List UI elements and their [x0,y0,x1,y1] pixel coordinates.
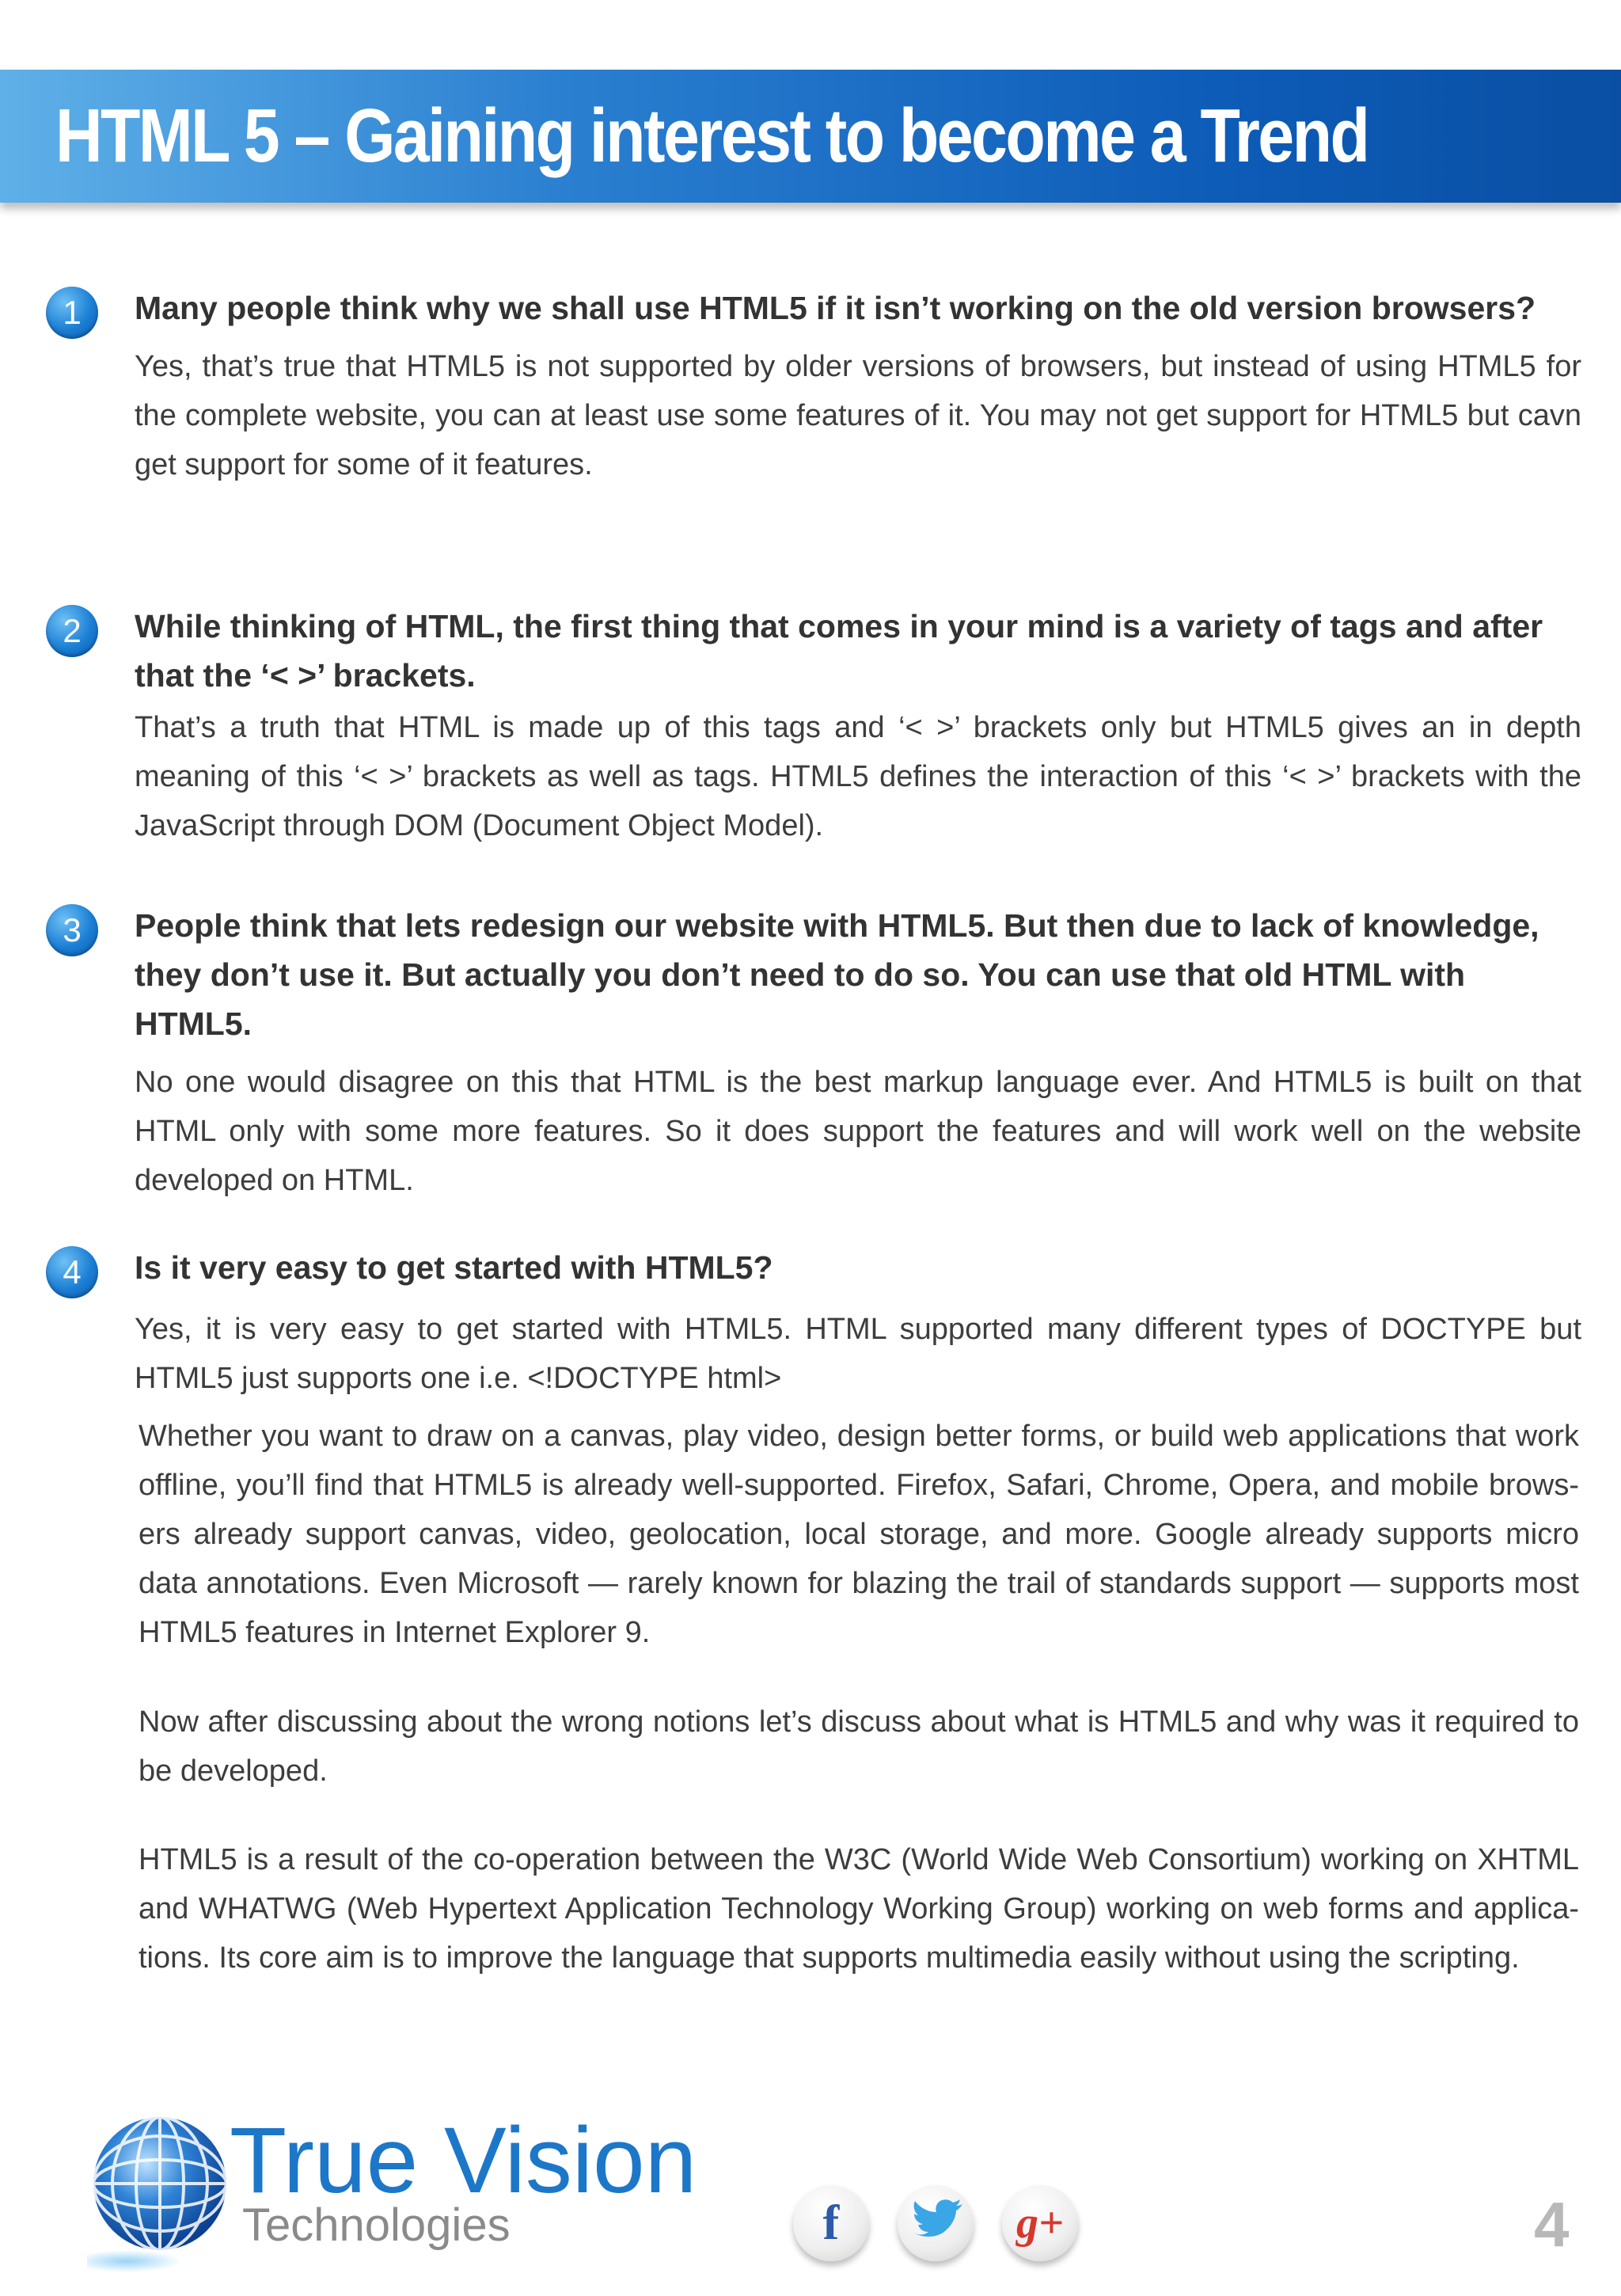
twitter-bird-icon [898,2185,974,2261]
section-answer: Yes, it is very easy to get started with HTML5. HTML supported many different types of DOCTYPE but HTML5 just supports one i.e. <!DOCTYPE html> [135,1313,1581,1395]
section-question: Is it very easy to get started with HTML5? [135,1249,773,1286]
header-banner [0,70,1621,203]
twitter-icon[interactable] [898,2185,974,2261]
body-paragraph: Whether you want to draw on a canvas, play video, design better forms, or build web applications that work offline, you’ll find that HTML5 is already well-supported. Firefox, Safari, Chrome, Opera, and mobile brows- ers already support canvas, video, geolocation, local storage, and more. Google already supports micro data annotations. Even Microsoft — rarely known for blazing the trail of standards support — supports most HTML5 features in Internet Explorer 9. [139,1420,1579,1649]
section-number-badge: 1 [46,287,98,339]
logo-wordmark: True Vision [230,2108,697,2213]
faq-section-2 [46,602,1581,850]
section-answer: Yes, that’s true that HTML5 is not supported by older versions of browsers, but instead of using HTML5 for the complete website, you can at least use some features of it. You may not get support for HTML5 but cavn get support for some of it features. [135,350,1581,481]
page-title: HTML 5 – Gaining interest to become a Trend [55,93,1369,178]
body-paragraph: HTML5 is a result of the co-operation between the W3C (World Wide Web Consortium) working on XHTML and WHATWG (Web Hypertext Application Technology Working Group) working on web forms and applica- tions. Its core aim is to improve the language that supports multimedia easily without using the scripting. [139,1843,1579,1975]
section-number-badge: 3 [46,904,98,956]
google-plus-icon[interactable] [1002,2185,1078,2261]
faq-section-1 [46,283,1581,489]
body-paragraph: Now after discussing about the wrong notions let’s discuss about what is HTML5 and why was it required to be developed. [139,1705,1579,1788]
section-number-badge: 4 [46,1246,98,1298]
globe-icon [87,2106,230,2280]
section-answer: That’s a truth that HTML is made up of this tags and ‘< >’ brackets only but HTML5 gives an in depth meaning of this ‘< >’ brackets as well as tags. HTML5 defines the interaction of this ‘< >’ brackets with the JavaScript through DOM (Document Object Model). [135,711,1581,842]
logo-subtitle: Technologies [242,2199,511,2251]
facebook-icon[interactable] [793,2185,869,2261]
section-question: Many people think why we shall use HTML5 if it isn’t working on the old version browsers? [135,290,1536,326]
google-plus-glyph: g+ [1016,2199,1064,2248]
section-number-badge: 2 [46,605,98,657]
facebook-glyph: f [822,2196,840,2250]
company-logo [87,2106,697,2288]
faq-section-3 [46,901,1581,1205]
section-answer: No one would disagree on this that HTML is the best markup language ever. And HTML5 is built on that HTML only with some more features. So it does support the features and will work well on the website developed on HTML. [135,1066,1581,1197]
faq-section-4 [46,1243,1581,1403]
section-question: While thinking of HTML, the first thing that comes in your mind is a variety of tags and after that the ‘< >’ brackets. [135,608,1543,694]
page-number: 4 [1534,2189,1570,2260]
section-question: People think that lets redesign our website with HTML5. But then due to lack of knowledge, they don’t use it. But actually you don’t need to do so. You can use that old HTML with HTML5. [135,907,1539,1042]
